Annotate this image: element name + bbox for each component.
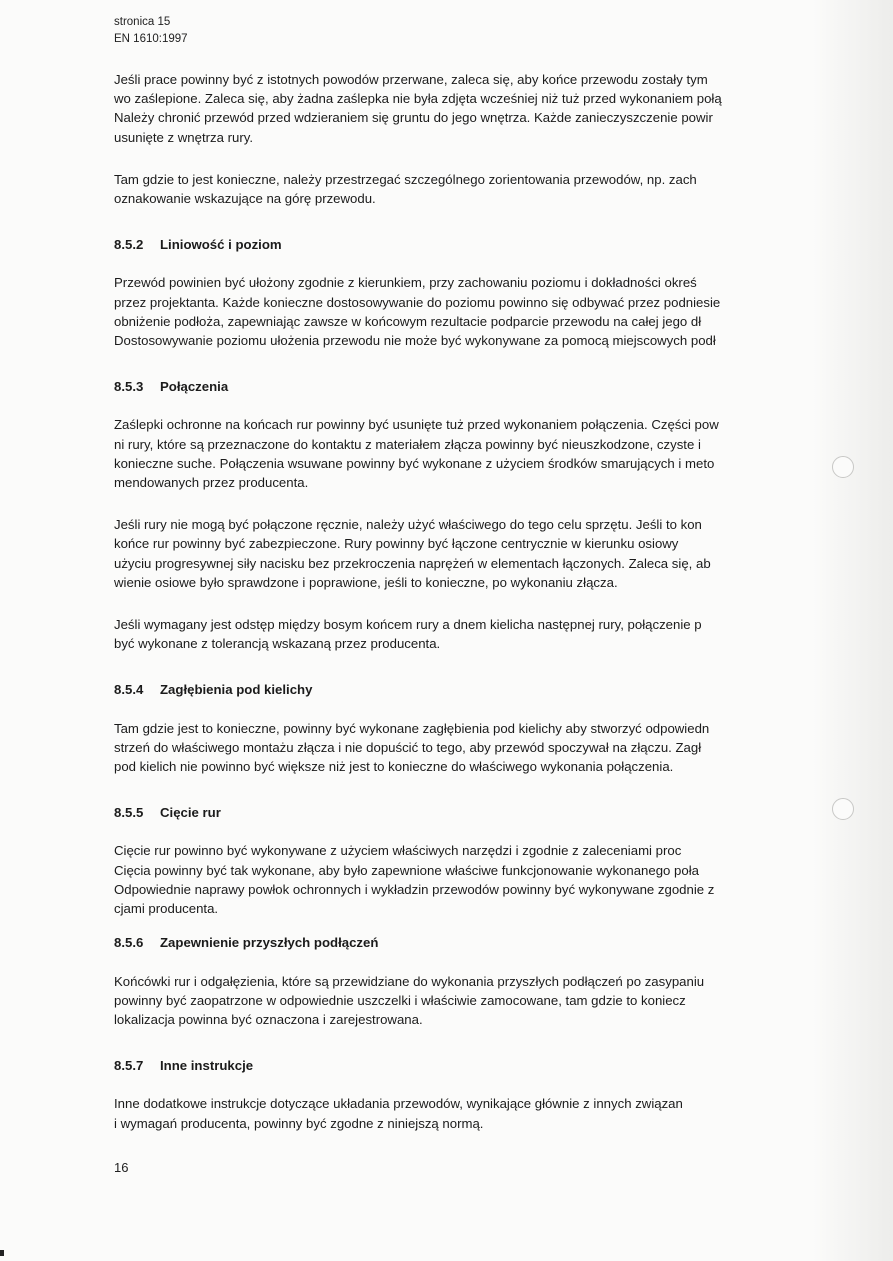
text-line: pod kielich nie powinno być większe niż jest to konieczne do właściwego wykonania połączenia. xyxy=(114,759,674,775)
text-line: wo zaślepione. Zaleca się, aby żadna zaślepka nie była zdjęta wcześniej niż tuż przed wykonaniem połą xyxy=(114,91,722,107)
text-line: użyciu progresywnej siły nacisku bez przekroczenia naprężeń w elementach łączonych. Zaleca się, ab xyxy=(114,555,711,571)
text-line: Tam gdzie to jest konieczne, należy przestrzegać szczególnego zorientowania przewodów, np. zach xyxy=(114,171,697,187)
punch-hole-lower xyxy=(832,798,854,820)
paragraph-orientation xyxy=(114,170,822,208)
paragraph-joints-3 xyxy=(114,615,822,653)
text-line: Należy chronić przewód przed wdzieraniem się gruntu do jego wnętrza. Każde zanieczyszczenie powir xyxy=(114,110,713,126)
page-label: stronica 15 xyxy=(114,16,171,28)
text-line: powinny być zaopatrzone w odpowiednie uszczelki i właściwie zamocowane, tam gdzie to koniecz xyxy=(114,992,686,1008)
section-title: Liniowość i poziom xyxy=(160,237,282,253)
paragraph-linearity xyxy=(114,273,822,350)
paragraph-other-instructions xyxy=(114,1094,822,1132)
text-line: Jeśli prace powinny być z istotnych powodów przerwane, zaleca się, aby końce przewodu zostały tym xyxy=(114,72,708,87)
section-title: Inne instrukcje xyxy=(160,1058,254,1074)
paragraph-future-connections xyxy=(114,972,822,1030)
text-line: Jeśli wymagany jest odstęp między bosym końcem rury a dnem kielicha następnej rury, połączenie p xyxy=(114,617,702,633)
text-line: oznakowanie wskazujące na górę przewodu. xyxy=(114,191,376,207)
page-edge-shadow xyxy=(813,0,893,1261)
text-line: strzeń do właściwego montażu złącza i nie dopuścić to tego, aby przewód spoczywał na złączu. Zagł xyxy=(114,739,702,755)
text-line: Tam gdzie jest to konieczne, powinny być wykonane zagłębienia pod kielichy aby stworzyć odpowiedn xyxy=(114,720,710,736)
section-heading-8-5-2 xyxy=(114,235,822,254)
text-line: Zaślepki ochronne na końcach rur powinny być usunięte tuż przed wykonaniem połączenia. Części pow xyxy=(114,417,719,433)
document-body xyxy=(114,70,822,1156)
text-line: konieczne suche. Połączenia wsuwane powinny być wykonane z użyciem środków smarujących i meto xyxy=(114,455,715,471)
text-line: obniżenie podłoża, zapewniając zawsze w końcowym rezultacie podparcie przewodu na całej jego dł xyxy=(114,313,702,329)
section-heading-8-5-3 xyxy=(114,377,822,396)
section-title: Zagłębienia pod kielichy xyxy=(160,682,313,698)
text-line: Dostosowywanie poziomu ułożenia przewodu nie może być wykonywane za pomocą miejscowych podł xyxy=(114,333,716,349)
section-heading-8-5-6 xyxy=(114,933,822,952)
text-line: Końcówki rur i odgałęzienia, które są przewidziane do wykonania przyszłych podłączeń po zasypaniu xyxy=(114,973,705,989)
paragraph-interruption xyxy=(114,70,822,147)
section-heading-8-5-5 xyxy=(114,803,822,822)
section-title: Cięcie rur xyxy=(160,805,221,821)
text-line: usunięte z wnętrza rury. xyxy=(114,129,254,145)
standard-number: EN 1610:1997 xyxy=(114,33,188,45)
text-line: Jeśli rury nie mogą być połączone ręcznie, należy użyć właściwego do tego celu sprzętu. Jeśli to kon xyxy=(114,517,702,533)
section-heading-8-5-7 xyxy=(114,1056,822,1075)
paragraph-joints-2 xyxy=(114,515,822,592)
text-line: lokalizacja powinna być oznaczona i zarejestrowana. xyxy=(114,1011,423,1027)
text-line: Inne dodatkowe instrukcje dotyczące układania przewodów, wynikające głównie z innych związan xyxy=(114,1096,683,1112)
section-number: 8.5.2 xyxy=(114,237,144,253)
paragraph-socket-holes xyxy=(114,719,822,777)
text-line: końce rur powinny być zabezpieczone. Rury powinny być łączone centrycznie w kierunku osiowy xyxy=(114,536,679,552)
text-line: przez projektanta. Każde konieczne dostosowywanie do poziomu powinno się odbywać przez podniesie xyxy=(114,294,721,310)
section-title: Zapewnienie przyszłych podłączeń xyxy=(160,935,379,951)
text-line: i wymagań producenta, powinny być zgodne z niniejszą normą. xyxy=(114,1115,484,1131)
section-heading-8-5-4 xyxy=(114,680,822,699)
paragraph-pipe-cutting xyxy=(114,841,822,918)
text-line: Cięcia powinny być tak wykonane, aby było zapewnione właściwe funkcjonowanie wykonanego poła xyxy=(114,862,699,878)
section-number: 8.5.6 xyxy=(114,935,144,951)
scan-edge-mark xyxy=(0,1250,4,1256)
text-line: cjami producenta. xyxy=(114,901,219,917)
punch-hole-upper xyxy=(832,456,854,478)
section-number: 8.5.4 xyxy=(114,682,144,698)
section-number: 8.5.5 xyxy=(114,805,144,821)
paragraph-joints-1 xyxy=(114,415,822,492)
text-line: Cięcie rur powinno być wykonywane z użyciem właściwych narzędzi i zgodnie z zaleceniami proc xyxy=(114,843,682,859)
text-line: wienie osiowe było sprawdzone i poprawione, jeśli to konieczne, po wykonaniu złącza. xyxy=(114,574,618,590)
page-header xyxy=(114,14,188,48)
section-number: 8.5.3 xyxy=(114,379,144,395)
section-number: 8.5.7 xyxy=(114,1058,144,1074)
section-title: Połączenia xyxy=(160,379,229,395)
text-line: Przewód powinien być ułożony zgodnie z kierunkiem, przy zachowaniu poziomu i dokładności okreś xyxy=(114,275,697,291)
text-line: mendowanych przez producenta. xyxy=(114,475,309,491)
text-line: Odpowiednie naprawy powłok ochronnych i wykładzin przewodów powinny być wykonywane zgodnie z xyxy=(114,881,715,897)
text-line: ni rury, które są przeznaczone do kontaktu z materiałem złącza powinny być nieuszkodzone, czyste i xyxy=(114,436,701,452)
page-number: 16 xyxy=(114,1160,129,1175)
text-line: być wykonane z tolerancją wskazaną przez producenta. xyxy=(114,636,441,652)
